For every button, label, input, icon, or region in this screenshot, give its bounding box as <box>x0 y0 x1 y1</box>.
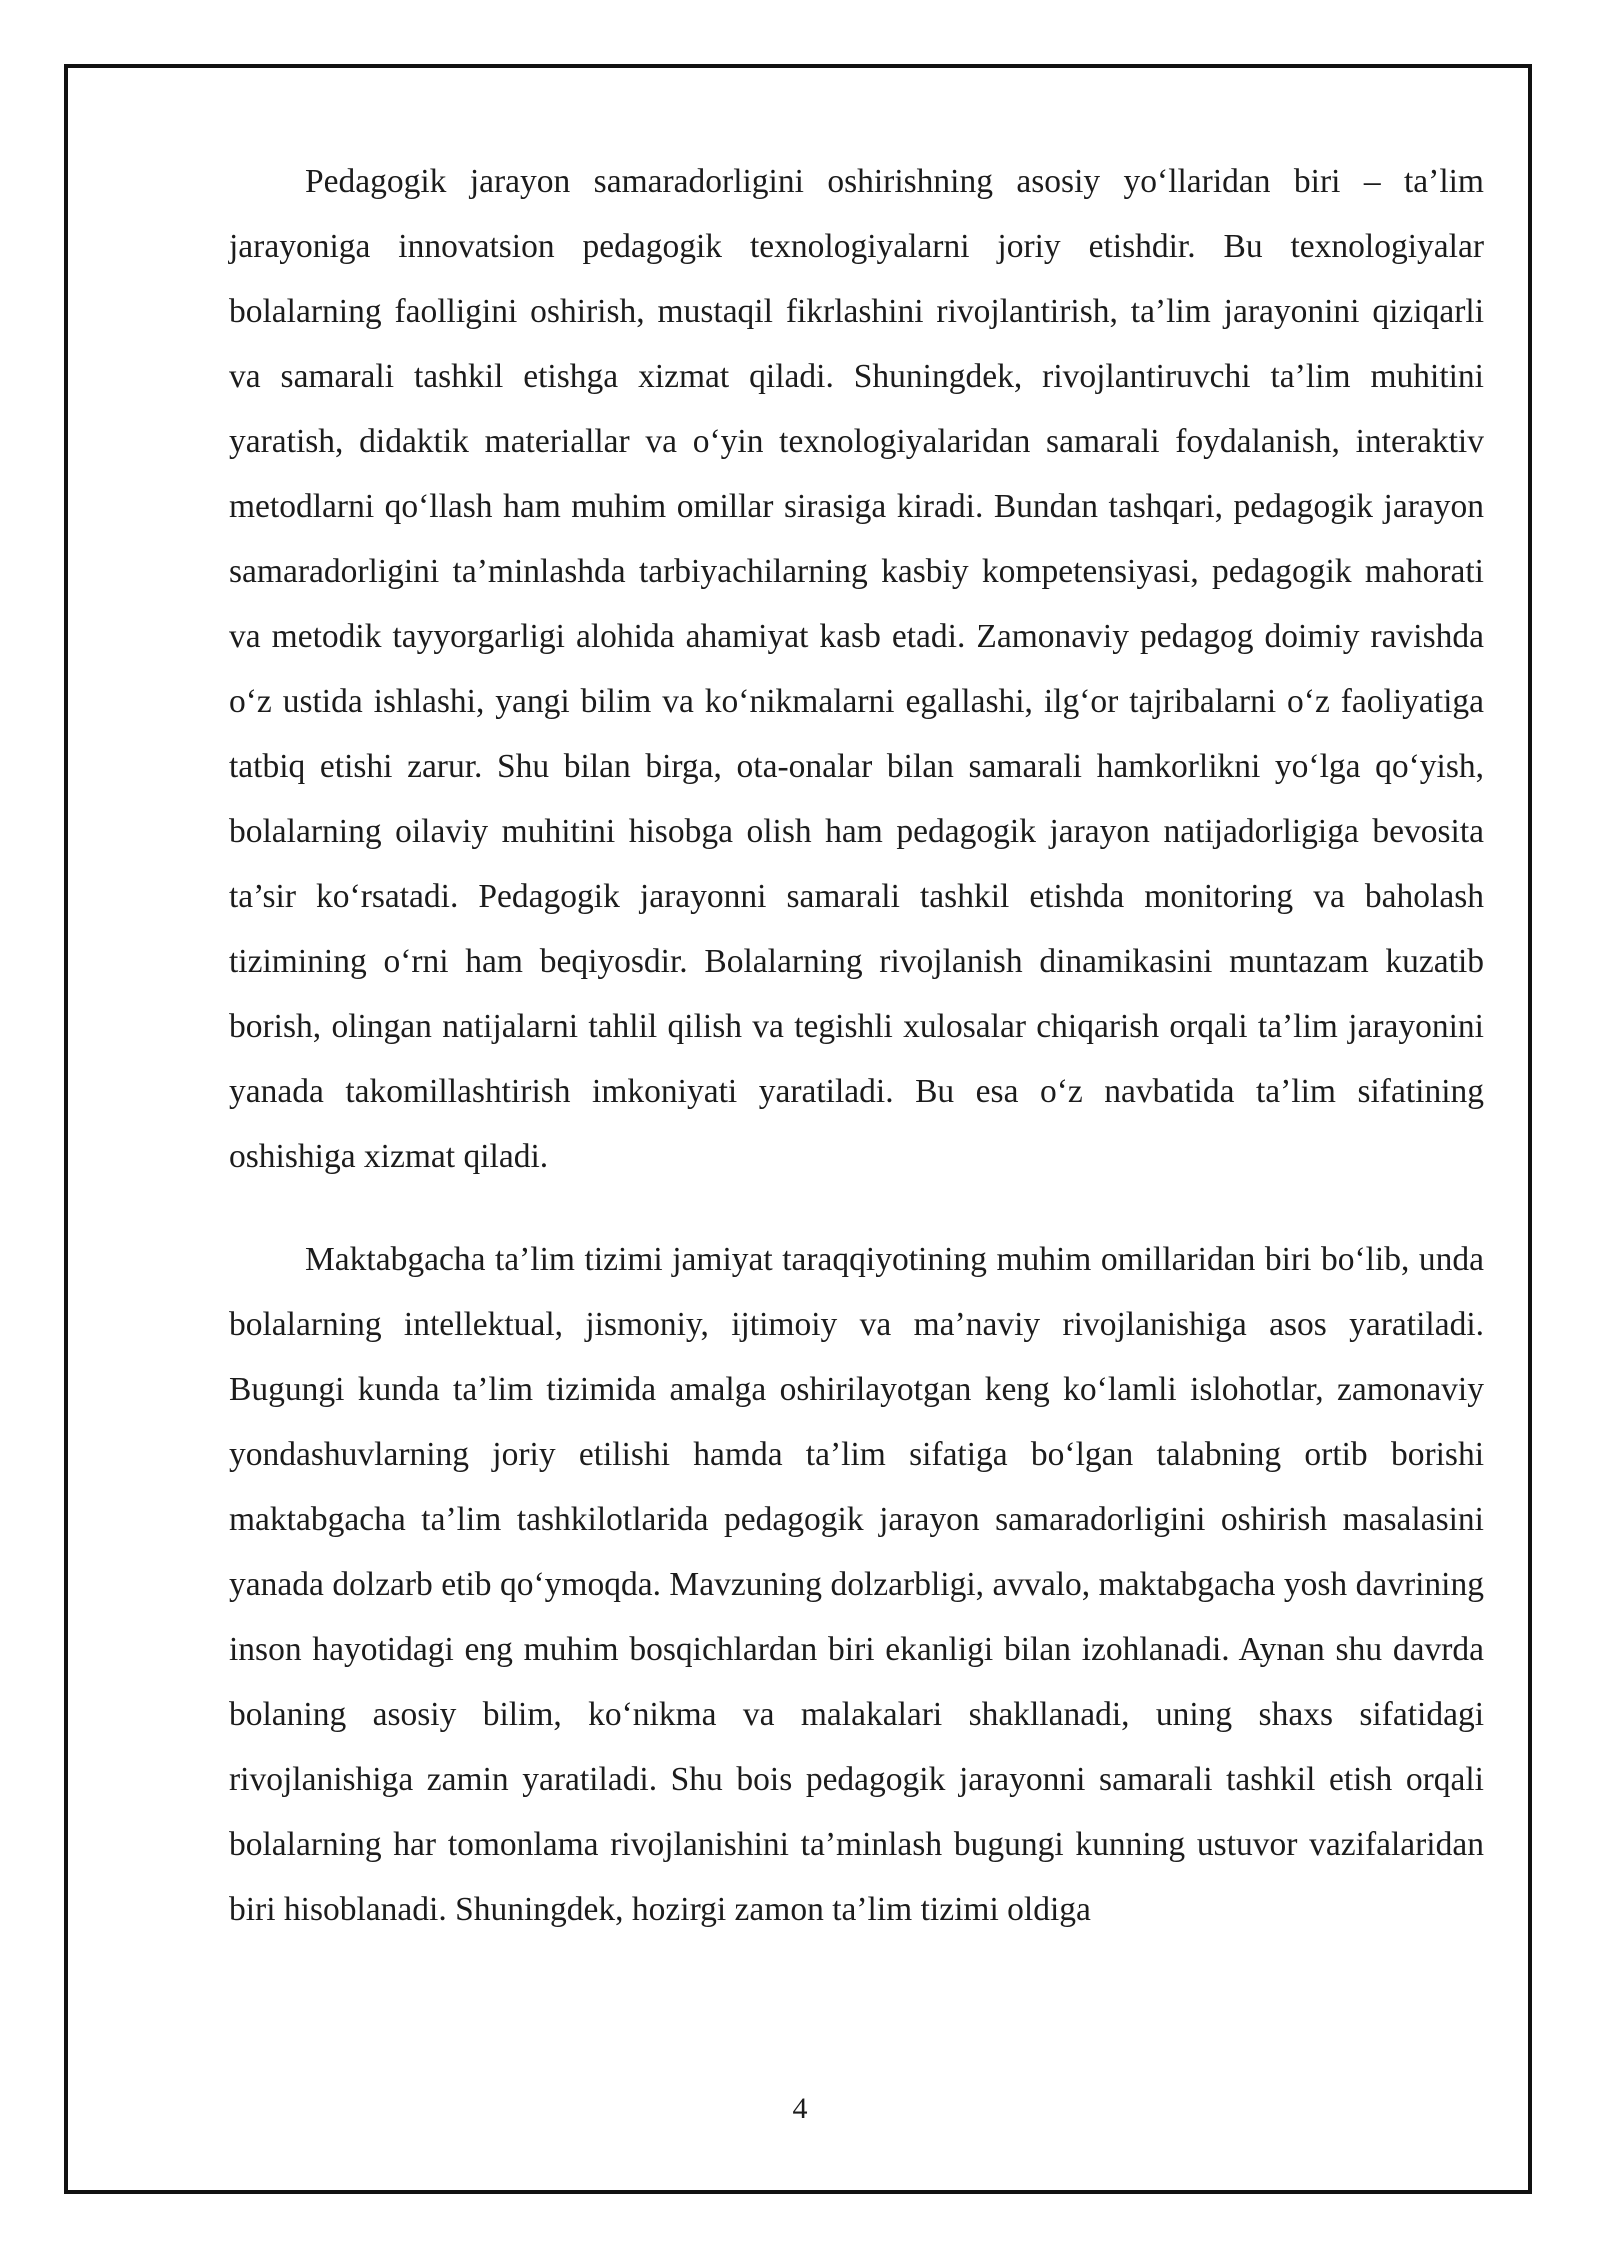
paragraph-2: Maktabgacha ta’lim tizimi jamiyat taraqqiyotining muhim omillaridan biri bo‘lib, unda bolalarning intellektual, jismoniy, ijtimoiy va ma’naviy rivojlanishiga asos yaratiladi. Bugungi kunda ta’lim tizimida amalga oshirilayotgan keng ko‘lamli islohotlar, zamonaviy yondashuvlarning joriy etilishi hamda ta’lim sifatiga bo‘lgan talabning ortib borishi maktabgacha ta’lim tashkilotlarida pedagogik jarayon samaradorligini oshirish masalasini yanada dolzarb etib qo‘ymoqda. Mavzuning dolzarbligi, avvalo, maktabgacha yosh davrining inson hayotidagi eng muhim bosqichlardan biri ekanligi bilan izohlanadi. Aynan shu davrda bolaning asosiy bilim, ko‘nikma va malakalari shakllanadi, uning shaxs sifatidagi rivojlanishiga zamin yaratiladi. Shu bois pedagogik jarayonni samarali tashkil etish orqali bolalarning har tomonlama rivojlanishini ta’minlash bugungi kunning ustuvor vazifalaridan biri hisoblanadi. Shuningdek, hozirgi zamon ta’lim tizimi oldiga <box>229 1241 1484 1928</box>
paragraph-1: Pedagogik jarayon samaradorligini oshirishning asosiy yo‘llaridan biri – ta’lim jarayoniga innovatsion pedagogik texnologiyalarni joriy etishdir. Bu texnologiyalar bolalarning faolligini oshirish, mustaqil fikrlashini rivojlantirish, ta’lim jarayonini qiziqarli va samarali tashkil etishga xizmat qiladi. Shuningdek, rivojlantiruvchi ta’lim muhitini yaratish, didaktik materiallar va o‘yin texnologiyalaridan samarali foydalanish, interaktiv metodlarni qo‘llash ham muhim omillar sirasiga kiradi. Bundan tashqari, pedagogik jarayon samaradorligini ta’minlashda tarbiyachilarning kasbiy kompetensiyasi, pedagogik mahorati va metodik tayyorgarligi alohida ahamiyat kasb etadi. Zamonaviy pedagog doimiy ravishda o‘z ustida ishlashi, yangi bilim va ko‘nikmalarni egallashi, ilg‘or tajribalarni o‘z faoliyatiga tatbiq etishi zarur. Shu bilan birga, ota-onalar bilan samarali hamkorlikni yo‘lga qo‘yish, bolalarning oilaviy muhitini hisobga olish ham pedagogik jarayon natijadorligiga bevosita ta’sir ko‘rsatadi. Pedagogik jarayonni samarali tashkil etishda monitoring va baholash tizimining o‘rni ham beqiyosdir. Bolalarning rivojlanish dinamikasini muntazam kuzatib borish, olingan natijalarni tahlil qilish va tegishli xulosalar chiqarish orqali ta’lim jarayonini yanada takomillashtirish imkoniyati yaratiladi. Bu esa o‘z navbatida ta’lim sifatining oshishiga xizmat qiladi. <box>229 163 1484 1175</box>
page-number: 4 <box>792 2092 808 2125</box>
document-body <box>229 149 1484 1980</box>
